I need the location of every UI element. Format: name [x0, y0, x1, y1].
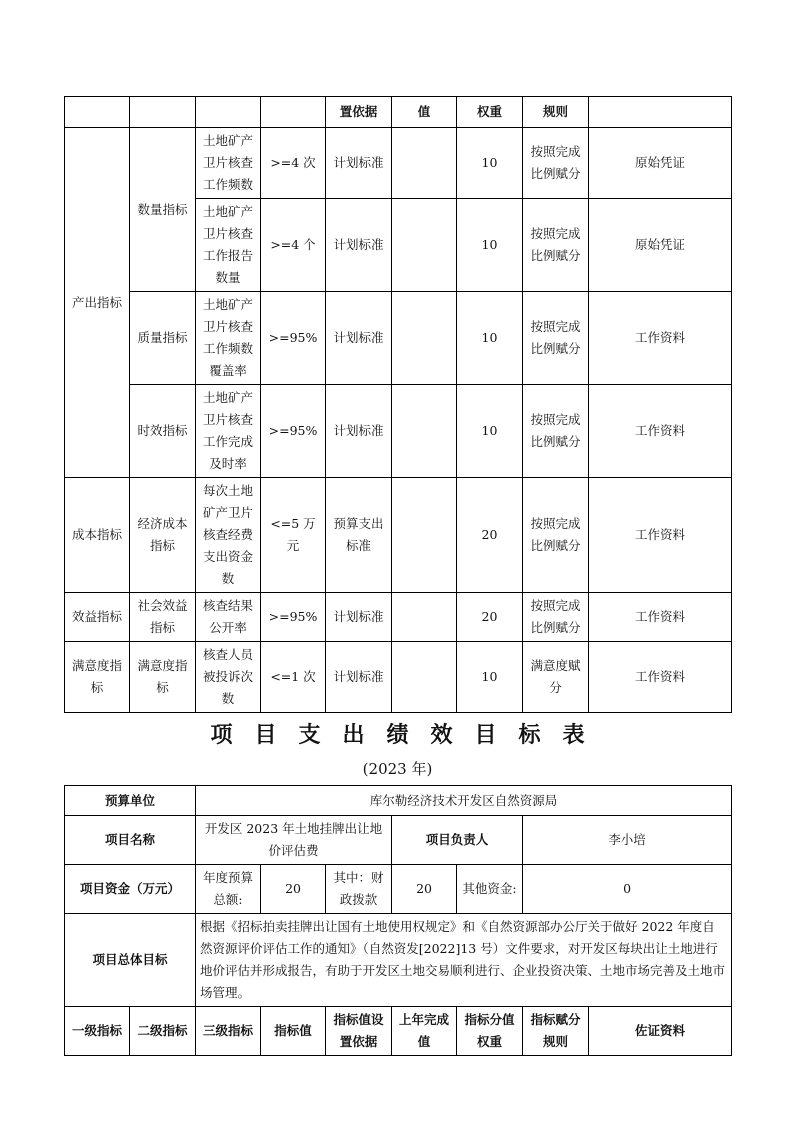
level3-cell: 土地矿产卫片核查工作频数覆盖率 — [196, 292, 261, 385]
year-subtitle: (2023 年) — [362, 760, 433, 778]
weight-cell: 10 — [457, 385, 523, 478]
basis-cell: 计划标准 — [326, 385, 392, 478]
header-cell — [589, 97, 732, 128]
rule-cell: 满意度赋分 — [523, 642, 589, 713]
project-fund-row — [65, 865, 732, 914]
header-cell: 一级指标 — [65, 1007, 130, 1056]
fiscal-label: 其中：财政拨款 — [326, 865, 392, 914]
evidence-cell: 工作资料 — [589, 478, 732, 593]
indicator-table-continued — [64, 96, 732, 713]
header-cell: 二级指标 — [130, 1007, 196, 1056]
other-fund-label: 其他资金: — [457, 865, 523, 914]
value-cell: <=1 次 — [261, 642, 326, 713]
level1-cell: 产出指标 — [65, 128, 130, 478]
level2-cell: 质量指标 — [130, 292, 196, 385]
weight-cell: 20 — [457, 478, 523, 593]
level2-cell: 时效指标 — [130, 385, 196, 478]
table-row — [65, 128, 732, 199]
value-cell: >=4 次 — [261, 128, 326, 199]
weight-cell: 10 — [457, 292, 523, 385]
header-cell — [130, 97, 196, 128]
project-name-row — [65, 816, 732, 865]
level3-cell: 土地矿产卫片核查工作报告数量 — [196, 199, 261, 292]
project-name-label: 项目名称 — [65, 816, 196, 865]
overall-goal-label: 项目总体目标 — [65, 914, 196, 1007]
level2-cell: 社会效益指标 — [130, 593, 196, 642]
level2-cell: 数量指标 — [130, 128, 196, 292]
level3-cell: 核查人员被投诉次数 — [196, 642, 261, 713]
table-row — [65, 385, 732, 478]
basis-cell: 预算支出标准 — [326, 478, 392, 593]
budget-unit-label: 预算单位 — [65, 786, 196, 816]
rule-cell: 按照完成比例赋分 — [523, 593, 589, 642]
last-cell — [392, 478, 457, 593]
level3-cell: 每次土地矿产卫片核查经费支出资金数 — [196, 478, 261, 593]
header-cell — [196, 97, 261, 128]
rule-cell: 按照完成比例赋分 — [523, 385, 589, 478]
level1-cell: 满意度指标 — [65, 642, 130, 713]
value-cell: >=95% — [261, 292, 326, 385]
last-cell — [392, 593, 457, 642]
table-row — [65, 642, 732, 713]
header-cell: 指标值设置依据 — [326, 1007, 392, 1056]
last-cell — [392, 199, 457, 292]
header-cell: 指标赋分规则 — [523, 1007, 589, 1056]
evidence-cell: 原始凭证 — [589, 128, 732, 199]
basis-cell: 计划标准 — [326, 642, 392, 713]
level3-cell: 土地矿产卫片核查工作完成及时率 — [196, 385, 261, 478]
annual-budget-value: 20 — [261, 865, 326, 914]
table-header-row — [65, 1007, 732, 1056]
rule-cell: 按照完成比例赋分 — [523, 199, 589, 292]
evidence-cell: 工作资料 — [589, 593, 732, 642]
weight-cell: 20 — [457, 593, 523, 642]
basis-cell: 计划标准 — [326, 292, 392, 385]
header-cell: 上年完成值 — [392, 1007, 457, 1056]
level3-cell: 土地矿产卫片核查工作频数 — [196, 128, 261, 199]
table-row — [65, 593, 732, 642]
budget-unit-value: 库尔勒经济技术开发区自然资源局 — [196, 786, 732, 816]
fiscal-value: 20 — [392, 865, 457, 914]
annual-budget-label: 年度预算总额: — [196, 865, 261, 914]
project-fund-label: 项目资金（万元） — [65, 865, 196, 914]
header-cell: 规则 — [523, 97, 589, 128]
level1-cell: 成本指标 — [65, 478, 130, 593]
weight-cell: 10 — [457, 199, 523, 292]
weight-cell: 10 — [457, 642, 523, 713]
basis-cell: 计划标准 — [326, 593, 392, 642]
weight-cell: 10 — [457, 128, 523, 199]
last-cell — [392, 292, 457, 385]
project-name-value: 开发区 2023 年土地挂牌出让地价评估费 — [196, 816, 392, 865]
last-cell — [392, 642, 457, 713]
value-cell: <=5 万元 — [261, 478, 326, 593]
rule-cell: 按照完成比例赋分 — [523, 478, 589, 593]
rule-cell: 按照完成比例赋分 — [523, 128, 589, 199]
header-cell: 佐证资料 — [589, 1007, 732, 1056]
level1-cell: 效益指标 — [65, 593, 130, 642]
last-cell — [392, 385, 457, 478]
header-cell: 指标值 — [261, 1007, 326, 1056]
project-leader-value: 李小培 — [523, 816, 732, 865]
rule-cell: 按照完成比例赋分 — [523, 292, 589, 385]
value-cell: >=4 个 — [261, 199, 326, 292]
table-header-row — [65, 97, 732, 128]
basis-cell: 计划标准 — [326, 128, 392, 199]
header-cell: 置依据 — [326, 97, 392, 128]
header-cell — [261, 97, 326, 128]
header-cell: 值 — [392, 97, 457, 128]
overall-goal-value: 根据《招标拍卖挂牌出让国有土地使用权规定》和《自然资源部办公厅关于做好 2022 年度自然资源评价评估工作的通知》（自然资发[2022]13 号）文件要求，对开发区每块出让土地进行地价评估并形成报告，有助于开发区土地交易顺利进行、企业投资决策、土地市场完善及土地市场管理。 — [196, 914, 732, 1007]
performance-target-table — [64, 785, 732, 1056]
basis-cell: 计划标准 — [326, 199, 392, 292]
value-cell: >=95% — [261, 385, 326, 478]
overall-goal-row — [65, 914, 732, 1007]
budget-unit-row — [65, 786, 732, 816]
level2-cell: 经济成本指标 — [130, 478, 196, 593]
evidence-cell: 工作资料 — [589, 642, 732, 713]
evidence-cell: 原始凭证 — [589, 199, 732, 292]
evidence-cell: 工作资料 — [589, 385, 732, 478]
last-cell — [392, 128, 457, 199]
table-row — [65, 292, 732, 385]
level2-cell: 满意度指标 — [130, 642, 196, 713]
header-cell: 权重 — [457, 97, 523, 128]
level3-cell: 核查结果公开率 — [196, 593, 261, 642]
value-cell: >=95% — [261, 593, 326, 642]
evidence-cell: 工作资料 — [589, 292, 732, 385]
project-leader-label: 项目负责人 — [392, 816, 523, 865]
table-row — [65, 478, 732, 593]
other-fund-value: 0 — [523, 865, 732, 914]
header-cell — [65, 97, 130, 128]
header-cell: 三级指标 — [196, 1007, 261, 1056]
header-cell: 指标分值权重 — [457, 1007, 523, 1056]
page-title: 项目支出绩效目标表 — [210, 722, 607, 748]
